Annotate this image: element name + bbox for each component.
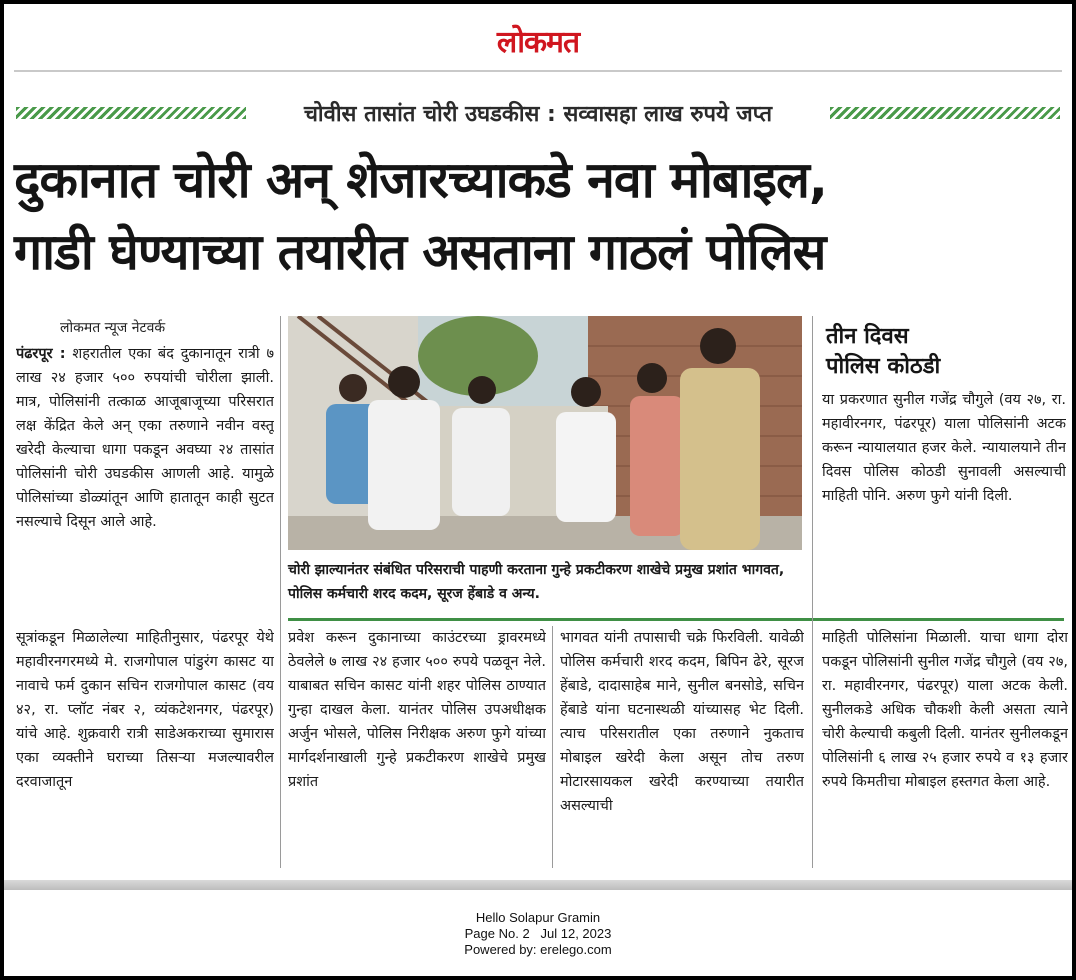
masthead-rule — [14, 70, 1062, 72]
headline-line-1: दुकानात चोरी अन् शेजारच्याकडे नवा मोबाइल, — [14, 151, 827, 209]
body-column-2: प्रवेश करून दुकानाच्या काउंटरच्या ड्रावरमध्ये ठेवलेले ७ लाख २४ हजार ५०० रुपये पळवून नेले. याबाबत सचिन कासट यांनी शहर पोलिस ठाण्यात गुन्हा दाखल केला. यानंतर पोलिस उपअधीक्षक अर्जुन भोसले, पोलिस निरीक्षक अरुण फुगे यांच्या मार्गदर्शनाखाली गुन्हे प्रकटीकरण शाखेचे प्रमुख प्रशांत — [288, 630, 546, 790]
hatch-decoration-left — [16, 107, 246, 119]
body-column-3: भागवत यांनी तपासाची चक्रे फिरविली. यावेळी पोलिस कर्मचारी शरद कदम, बिपिन ढेरे, सूरज हेंबाडे, दादासाहेब माने, सुनील बनसोडे, सचिन हेंबाडे यांना घटनास्थळी यांच्यासह भेट दिली. त्याच परिसरातील एका तरुणाने नुकताच मोबाइल खरेदी केला असून तोच तरुण मोटारसायकल खरेदी करण्याच्या तयारीत असल्याची — [560, 630, 804, 814]
masthead-logo: लोकमत — [496, 25, 580, 60]
sidebar-text: या प्रकरणात सुनील गजेंद्र चौगुले (वय २७, रा. महावीरनगर, पंढरपूर) याला पोलिसांनी अटक करून न्यायालयात हजर केले. न्यायालयाने तीन दिवस पोलिस कोठडी सुनावली असल्याची माहिती पोनि. अरुण फुगे यांनी दिली. — [822, 392, 1066, 504]
sidebar-title — [826, 322, 1062, 382]
footer — [4, 910, 1072, 958]
column-divider — [812, 316, 813, 868]
column-divider — [552, 626, 553, 868]
column-divider — [280, 316, 281, 868]
kicker: चोवीस तासांत चोरी उघडकीस : सव्वासहा लाख रुपये जप्त — [303, 102, 773, 127]
sidebar-title-line-2: पोलिस कोठडी — [826, 354, 941, 379]
footer-page-date: Page No. 2 Jul 12, 2023 — [464, 926, 612, 941]
sidebar-title-line-1: तीन दिवस — [826, 324, 909, 349]
body-column-1: सूत्रांकडून मिळालेल्या माहितीनुसार, पंढरपूर येथे महावीरनगरमध्ये मे. राजगोपाल पांडुरंग कासट या नावाचे फर्म दुकान सचिन राजगोपाल कासट (वय ४२, रा. प्लॉट नंबर २, व्यंकटेशनगर, पंढरपूर) यांचे आहे. शुक्रवारी रात्री साडेअकराच्या सुमारास एका व्यक्तीने घराच्या तिसऱ्या मजल्यावरील दरवाजातून — [16, 630, 274, 790]
lead-text: शहरातील एका बंद दुकानातून रात्री ७ लाख २४ हजार ५०० रुपयांची चोरीला झाली. मात्र, पोलिसांनी तत्काळ आजूबाजूच्या परिसरात लक्ष केंद्रित केले अन् एका तरुणाने नवीन वस्तू खरेदी केल्याचा धागा पकडून अवघ्या २४ तासांत पोलिसांनी चोरी उघडकीस आणली आहे. यामुळे पोलिसांच्या डोळ्यांतून आणि हातातून काही सुटत नसल्याचे दिसून आले आहे. — [16, 346, 274, 530]
hatch-decoration-right — [830, 107, 1060, 119]
news-photo — [288, 316, 802, 550]
footer-edition: Hello Solapur Gramin — [475, 910, 601, 925]
headline — [14, 144, 1062, 288]
page-edge — [4, 880, 1072, 890]
photo-caption: चोरी झाल्यानंतर संबंधित परिसराची पाहणी करताना गुन्हे प्रकटीकरण शाखेचे प्रमुख प्रशांत भागवत, पोलिस कर्मचारी शरद कदम, सूरज हेंबाडे व अन्य. — [288, 562, 785, 602]
photo-illustration — [288, 316, 802, 550]
footer-powered-by: Powered by: erelego.com — [464, 942, 612, 957]
newspaper-page — [4, 4, 1072, 976]
lead-paragraph — [16, 342, 274, 624]
dateline: पंढरपूर : — [16, 346, 66, 362]
byline: लोकमत न्यूज नेटवर्क — [60, 320, 166, 336]
headline-line-2: गाडी घेण्याच्या तयारीत असताना गाठलं पोलिस — [14, 223, 826, 281]
kicker-row — [16, 96, 1060, 130]
body-column-4: माहिती पोलिसांना मिळाली. याचा धागा दोरा पकडून पोलिसांनी सुनील गजेंद्र चौगुले (वय २७, रा. महावीरनगर, पंढरपूर) याला अटक केली. सुनीलकडे अधिक चौकशी केली असता त्याने चोरी केल्याची कबुली दिली. यानंतर सुनीलकडून पोलिसांनी ६ लाख २५ हजार रुपये व १३ हजार रुपये किमतीचा मोबाइल हस्तगत केला आहे. — [822, 630, 1068, 790]
section-rule — [288, 618, 1064, 621]
